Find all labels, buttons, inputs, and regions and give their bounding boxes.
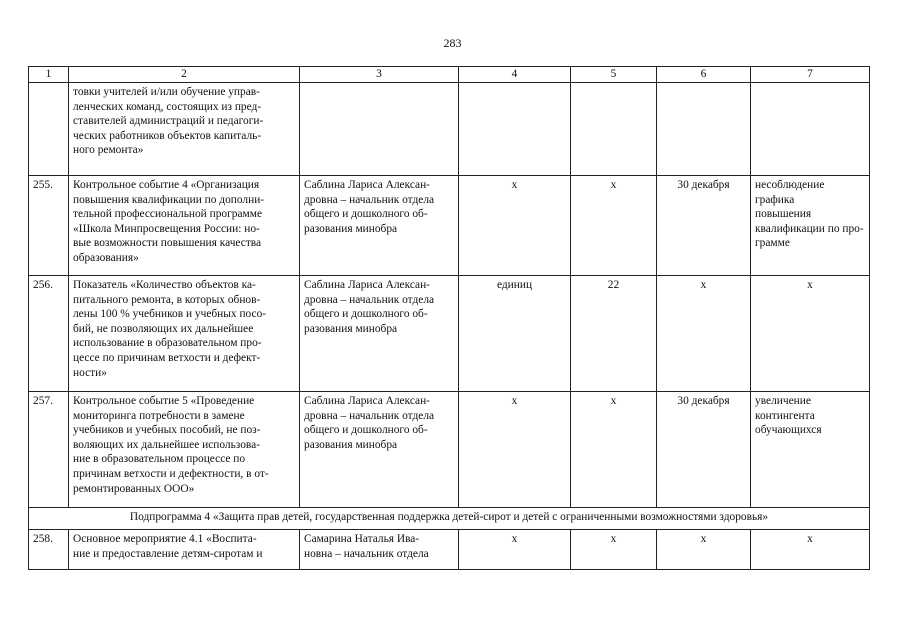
row-name: Показатель «Количество объектов ка- питального ремонта, в которых обнов- лены 100 % учебников и учебных посо- бий, не позволяющих их дальнейшее использование в образовательном про- цессе по причинам ветхости и дефект- ности» [69,276,300,392]
row-responsible: Самарина Наталья Ива- новна – начальник отдела [300,530,459,570]
row-unit: х [459,176,571,276]
row-note [751,83,870,176]
table-header-row [29,67,870,83]
row-value: х [571,392,657,508]
row-note: х [751,276,870,392]
column-number: 6 [657,67,751,83]
row-unit: х [459,530,571,570]
column-number: 1 [29,67,69,83]
row-value: 22 [571,276,657,392]
subprogram-title: Подпрограмма 4 «Защита прав детей, государственная поддержка детей-сирот и детей с ограниченными возможностями здоровья» [29,508,870,530]
row-responsible [300,83,459,176]
column-number: 4 [459,67,571,83]
plan-table [28,66,870,570]
row-number: 255. [29,176,69,276]
row-unit: х [459,392,571,508]
table-row [29,392,870,508]
table-row [29,83,870,176]
row-deadline: х [657,276,751,392]
table-row [29,176,870,276]
row-value: х [571,530,657,570]
row-note: несоблюдение графика повышения квалификации по про- грамме [751,176,870,276]
row-unit [459,83,571,176]
table-row [29,530,870,570]
row-deadline: х [657,530,751,570]
row-value [571,83,657,176]
row-deadline: 30 декабря [657,392,751,508]
row-responsible: Саблина Лариса Алексан- дровна – начальник отдела общего и дошколного об- разования минобра [300,392,459,508]
column-number: 2 [69,67,300,83]
row-responsible: Саблина Лариса Алексан- дровна – начальник отдела общего и дошколного об- разования минобра [300,276,459,392]
row-number [29,83,69,176]
row-name: Основное мероприятие 4.1 «Воспита- ние и предоставление детям-сиротам и [69,530,300,570]
row-name: товки учителей и/или обучение управ- ленческих команд, состоящих из пред- ставителей администраций и педагоги- ческих работников объектов капиталь- ного ремонта» [69,83,300,176]
row-number: 258. [29,530,69,570]
column-number: 5 [571,67,657,83]
row-number: 256. [29,276,69,392]
row-number: 257. [29,392,69,508]
table-row [29,276,870,392]
column-number: 3 [300,67,459,83]
row-note: увеличение контингента обучающихся [751,392,870,508]
row-deadline: 30 декабря [657,176,751,276]
row-value: х [571,176,657,276]
row-deadline [657,83,751,176]
column-number: 7 [751,67,870,83]
row-responsible: Саблина Лариса Алексан- дровна – начальник отдела общего и дошколного об- разования минобра [300,176,459,276]
page-number: 283 [443,36,462,50]
row-name: Контрольное событие 5 «Проведение мониторинга потребности в замене учебников и учебных пособий, не поз- воляющих их дальнейшее использова- ние в образовательном процессе по причинам ветхости и дефектности, в от- ремонтированных ООО» [69,392,300,508]
row-unit: единиц [459,276,571,392]
row-name: Контрольное событие 4 «Организация повышения квалификации по дополни- тельной профессиональной программе «Школа Минпросвещения России: но- вые возможности повышения качества образования» [69,176,300,276]
subprogram-row [29,508,870,530]
row-note: х [751,530,870,570]
